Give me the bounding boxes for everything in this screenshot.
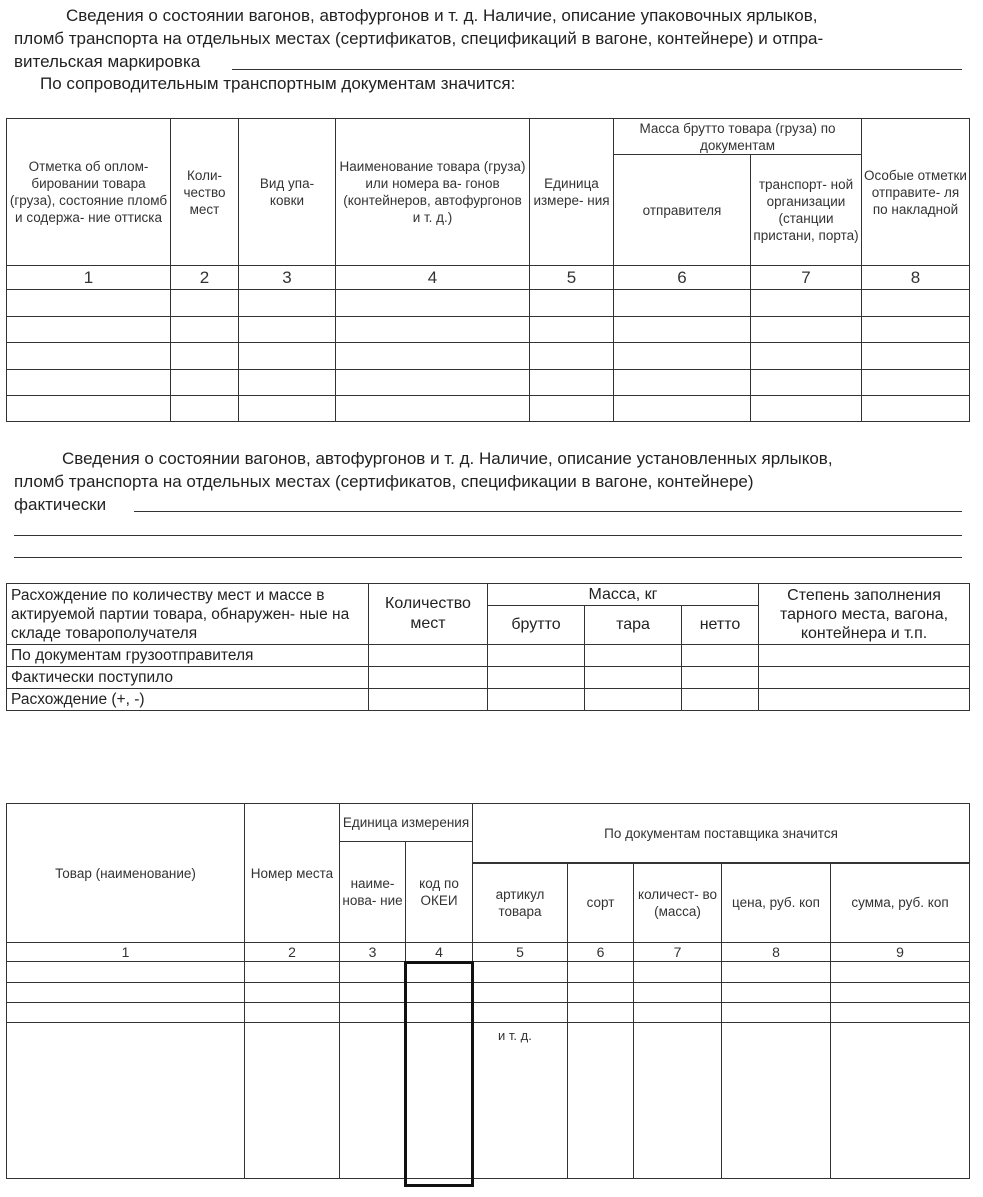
- table-cell[interactable]: [171, 343, 239, 370]
- table-cell[interactable]: [239, 396, 336, 422]
- table-cell[interactable]: [568, 1023, 634, 1179]
- t2-header-mass-group: Масса, кг: [488, 584, 759, 606]
- actual-fill-line-2[interactable]: [14, 535, 962, 536]
- t1-col-number: 8: [862, 266, 970, 290]
- table-row: [7, 689, 970, 711]
- table-cell[interactable]: [530, 396, 614, 422]
- table-cell[interactable]: [7, 290, 171, 317]
- t2-header-gross: брутто: [488, 606, 585, 645]
- table-cell[interactable]: [369, 645, 488, 667]
- table-cell[interactable]: [473, 1003, 568, 1023]
- table-cell[interactable]: [751, 343, 862, 370]
- t1-header-packaging: Вид упа- ковки: [239, 119, 336, 266]
- t3-header-supplier-group: По документам поставщика значится: [473, 804, 969, 864]
- table-cell[interactable]: [239, 290, 336, 317]
- t3-col-number: 7: [634, 943, 722, 962]
- table-cell[interactable]: [759, 689, 970, 711]
- table-cell[interactable]: [634, 962, 722, 983]
- table-cell[interactable]: [722, 1003, 831, 1023]
- table-cell[interactable]: [862, 290, 970, 317]
- section1-line3: вительская маркировка: [14, 52, 201, 71]
- table-cell[interactable]: [239, 370, 336, 396]
- table-cell[interactable]: [369, 667, 488, 689]
- table-cell[interactable]: [7, 396, 171, 422]
- t2-header-fill-degree: Степень заполнения тарного места, вагона, контейнера и т.п.: [759, 584, 970, 645]
- table-cell[interactable]: [7, 370, 171, 396]
- table-cell[interactable]: [831, 1003, 970, 1023]
- table-cell[interactable]: [614, 317, 751, 343]
- t3-col-number: 9: [831, 943, 970, 962]
- t1-col-number: 7: [751, 266, 862, 290]
- table-cell[interactable]: [530, 343, 614, 370]
- t1-col-number: 4: [336, 266, 530, 290]
- table-cell[interactable]: [614, 290, 751, 317]
- table-row: [7, 370, 970, 396]
- table-cell[interactable]: [682, 689, 759, 711]
- t1-col-number: 3: [239, 266, 336, 290]
- table-row: [7, 667, 970, 689]
- table-cell[interactable]: [7, 317, 171, 343]
- table-row: [7, 645, 970, 667]
- t2-header-places: Количество мест: [369, 584, 488, 645]
- table-cell[interactable]: [171, 370, 239, 396]
- t1-col-number: 5: [530, 266, 614, 290]
- table-cell[interactable]: [336, 370, 530, 396]
- table-cell[interactable]: [473, 983, 568, 1003]
- table-cell[interactable]: [751, 370, 862, 396]
- table-cell[interactable]: [831, 983, 970, 1003]
- table-cell[interactable]: [239, 343, 336, 370]
- table-cell[interactable]: [862, 343, 970, 370]
- t3-col-number: 1: [7, 943, 245, 962]
- table-cell[interactable]: [7, 962, 245, 983]
- okei-column-highlight: [404, 961, 474, 1187]
- table-cell[interactable]: [340, 1003, 406, 1023]
- table-cell[interactable]: [171, 317, 239, 343]
- t3-col-number: 6: [568, 943, 634, 962]
- table-cell[interactable]: [751, 290, 862, 317]
- section1-line1: Сведения о состоянии вагонов, автофургонов и т. д. Наличие, описание упаковочных ярлыков,: [66, 6, 818, 25]
- t1-header-transport-org: транспорт- ной организации (станции пристани, порта): [751, 155, 862, 266]
- t2-header-tare: тара: [585, 606, 682, 645]
- table-cell[interactable]: [759, 645, 970, 667]
- table-cell[interactable]: [245, 1023, 340, 1179]
- t1-header-sender: отправителя: [614, 155, 751, 266]
- marking-fill-line[interactable]: [232, 69, 962, 70]
- t2-row-label: Фактически поступило: [7, 667, 369, 689]
- table-cell[interactable]: [751, 317, 862, 343]
- t3-header-grade: сорт: [568, 863, 634, 943]
- table-cell[interactable]: [568, 962, 634, 983]
- t3-header-goods: Товар (наименование): [7, 804, 245, 943]
- table-cell[interactable]: [585, 645, 682, 667]
- table-cell[interactable]: [245, 962, 340, 983]
- table-cell[interactable]: [585, 667, 682, 689]
- table-cell[interactable]: [7, 1023, 245, 1179]
- actual-fill-line-1[interactable]: [134, 511, 962, 512]
- table-cell[interactable]: [530, 370, 614, 396]
- table-cell[interactable]: [614, 396, 751, 422]
- transport-documents-table: [6, 118, 970, 422]
- table-cell[interactable]: [336, 343, 530, 370]
- t3-header-unit-group: Единица измерения: [340, 804, 473, 842]
- table-cell[interactable]: [239, 317, 336, 343]
- table-cell[interactable]: [722, 1023, 831, 1179]
- t3-header-okei-code: код по ОКЕИ: [406, 842, 473, 943]
- t3-header-sum: сумма, руб. коп: [831, 863, 970, 943]
- t2-row-label: Расхождение (+, -): [7, 689, 369, 711]
- t1-header-seal: Отметка об оплом- бировании товара (груза), состояние пломб и содержа- ние оттиска: [7, 119, 171, 266]
- t1-header-special-marks: Особые отметки отправите- ля по накладной: [862, 119, 970, 266]
- table-cell[interactable]: [7, 1003, 245, 1023]
- t3-col-number: 4: [406, 943, 473, 962]
- table-cell[interactable]: [530, 317, 614, 343]
- table-row: [7, 290, 970, 317]
- section1-line4: По сопроводительным транспортным документам значится:: [40, 74, 516, 93]
- actual-fill-line-3[interactable]: [14, 557, 962, 558]
- table-cell[interactable]: [634, 1003, 722, 1023]
- table-cell[interactable]: [488, 689, 585, 711]
- table-cell[interactable]: [759, 667, 970, 689]
- table-cell[interactable]: [831, 962, 970, 983]
- t3-col-number: 8: [722, 943, 831, 962]
- table-cell[interactable]: [634, 983, 722, 1003]
- table-row: [7, 343, 970, 370]
- table-cell[interactable]: [336, 396, 530, 422]
- etc-note: и т. д.: [473, 1023, 568, 1179]
- table-cell[interactable]: [722, 983, 831, 1003]
- table-cell[interactable]: [751, 396, 862, 422]
- table-cell[interactable]: [831, 1023, 970, 1179]
- table-cell[interactable]: [722, 962, 831, 983]
- t3-header-article: артикул товара: [473, 863, 568, 943]
- t3-header-quantity: количест- во (масса): [634, 863, 722, 943]
- spacer-cell: [406, 863, 473, 943]
- section2-line1: Сведения о состоянии вагонов, автофургонов и т. д. Наличие, описание установленных ярлыков,: [62, 449, 833, 468]
- table-cell[interactable]: [340, 983, 406, 1003]
- table-cell[interactable]: [340, 962, 406, 983]
- table-row: [7, 1023, 970, 1179]
- table-cell[interactable]: [7, 343, 171, 370]
- table-row: [7, 983, 970, 1003]
- table-cell[interactable]: [862, 370, 970, 396]
- t1-header-goods-name: Наименование товара (груза) или номера ва- гонов (контейнеров, автофургонов и т. д.): [336, 119, 530, 266]
- t2-header-net: нетто: [682, 606, 759, 645]
- table-cell[interactable]: [336, 290, 530, 317]
- t2-header-discrepancy: Расхождение по количеству мест и массе в актируемой партии товара, обнаружен- ные на складе товарополучателя: [7, 584, 369, 645]
- table-row: [7, 1003, 970, 1023]
- spacer-cell: [7, 863, 245, 943]
- section2-line3: фактически: [14, 495, 107, 514]
- section2-line2: пломб транспорта на отдельных местах (сертификатов, спецификации в вагоне, контейнере): [14, 472, 754, 491]
- t1-col-number: 1: [7, 266, 171, 290]
- table-cell[interactable]: [614, 343, 751, 370]
- table-cell[interactable]: [682, 645, 759, 667]
- table-cell[interactable]: [530, 290, 614, 317]
- t3-header-price: цена, руб. коп: [722, 863, 831, 943]
- t1-header-mass-group: Масса брутто товара (груза) по документам: [614, 119, 862, 155]
- discrepancy-table: [6, 583, 970, 711]
- table-cell[interactable]: [171, 396, 239, 422]
- table-cell[interactable]: [7, 983, 245, 1003]
- table-row: [7, 317, 970, 343]
- supplier-documents-table-body: [6, 862, 970, 1179]
- t3-col-number: 2: [245, 943, 340, 962]
- table-cell[interactable]: [336, 317, 530, 343]
- table-cell[interactable]: [488, 667, 585, 689]
- spacer-cell: [245, 863, 340, 943]
- table-cell[interactable]: [862, 396, 970, 422]
- t3-header-unit-name-text: [340, 863, 406, 943]
- table-cell[interactable]: [245, 983, 340, 1003]
- table-cell[interactable]: [171, 290, 239, 317]
- t3-col-number: 3: [340, 943, 406, 962]
- table-cell[interactable]: [634, 1023, 722, 1179]
- table-row: [7, 396, 970, 422]
- table-cell[interactable]: [568, 983, 634, 1003]
- t1-header-unit: Единица измере- ния: [530, 119, 614, 266]
- table-cell[interactable]: [862, 317, 970, 343]
- table-cell[interactable]: [340, 1023, 406, 1179]
- t1-header-places: Коли- чество мест: [171, 119, 239, 266]
- table-row: [7, 962, 970, 983]
- table-cell[interactable]: [682, 667, 759, 689]
- t2-row-label: По документам грузоотправителя: [7, 645, 369, 667]
- table-cell[interactable]: [614, 370, 751, 396]
- t1-col-number: 6: [614, 266, 751, 290]
- t3-header-place-number: Номер места: [245, 804, 340, 943]
- t3-col-number: 5: [473, 943, 568, 962]
- section1-line2: пломб транспорта на отдельных местах (сертификатов, спецификаций в вагоне, контейнере) и отпра-: [14, 29, 824, 48]
- t3-header-unit-name: наиме- нова- ние: [340, 842, 406, 943]
- table-cell[interactable]: [585, 689, 682, 711]
- table-cell[interactable]: [473, 962, 568, 983]
- table-cell[interactable]: [568, 1003, 634, 1023]
- table-cell[interactable]: [245, 1003, 340, 1023]
- table-cell[interactable]: [369, 689, 488, 711]
- table-cell[interactable]: [488, 645, 585, 667]
- t1-col-number: 2: [171, 266, 239, 290]
